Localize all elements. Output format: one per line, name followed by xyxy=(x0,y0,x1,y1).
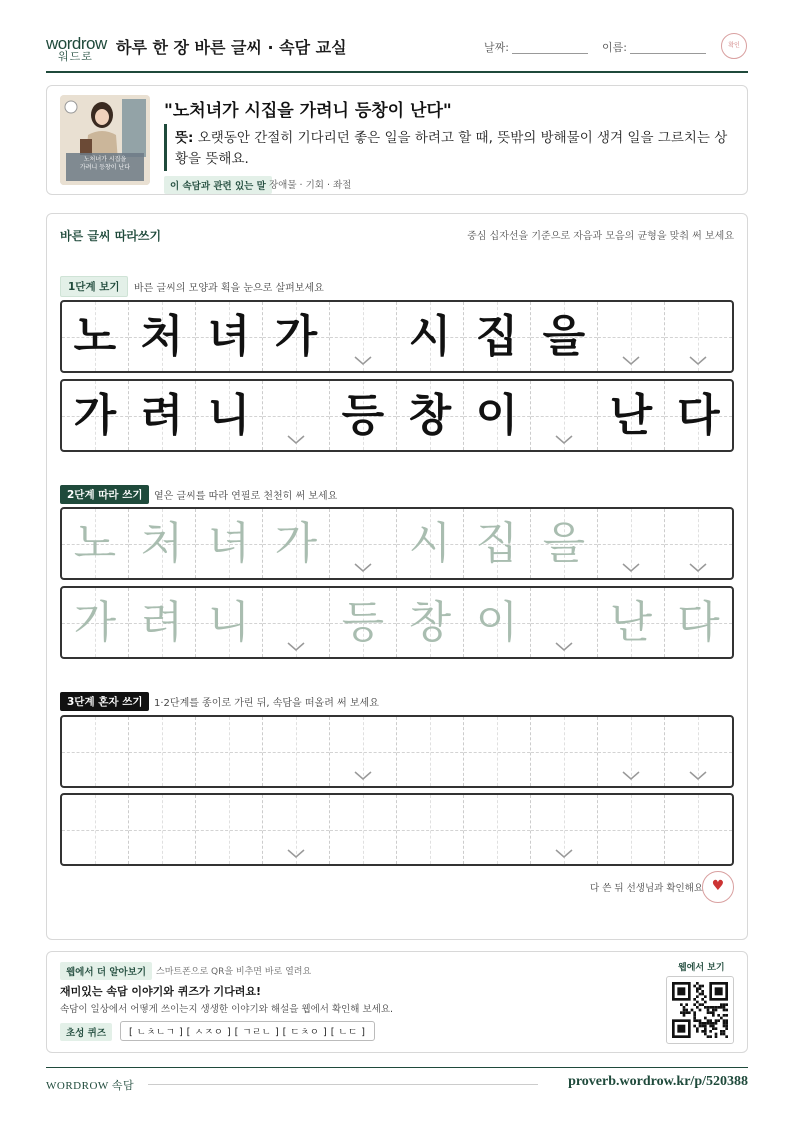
grid-char: 이 xyxy=(475,390,519,441)
web-tag: 웹에서 더 알아보기 xyxy=(60,962,152,980)
grid-char: 시 xyxy=(408,518,452,569)
grid-cell[interactable] xyxy=(665,717,732,786)
grid-char: 노 xyxy=(73,311,117,362)
grid-guide-vertical xyxy=(363,795,364,864)
space-chevron-icon xyxy=(286,848,306,860)
grid-char: 을 xyxy=(542,518,586,569)
page-title: 하루 한 장 바른 글씨 · 속담 교실 xyxy=(116,38,347,57)
heart-stamp-icon: ♥ xyxy=(702,871,734,903)
grid-guide-vertical xyxy=(296,717,297,786)
step1-row-1 xyxy=(60,300,734,373)
grid-cell[interactable] xyxy=(196,588,263,657)
grid-char: 가 xyxy=(274,311,318,362)
done-note: 다 쓴 뒤 선생님과 확인해요 xyxy=(590,883,704,894)
step1-desc: 바른 글씨의 모양과 획을 눈으로 살펴보세요 xyxy=(134,283,324,294)
grid-guide-vertical xyxy=(229,717,230,786)
grid-char: 다 xyxy=(677,597,720,648)
logo-subtext: 워드로 xyxy=(58,50,93,63)
grid-cell[interactable] xyxy=(196,795,263,864)
header-divider xyxy=(46,71,748,73)
grid-cell[interactable] xyxy=(62,795,129,864)
grid-cell[interactable] xyxy=(665,795,732,864)
grid-cell[interactable] xyxy=(196,509,263,578)
space-chevron-icon xyxy=(286,641,306,653)
grid-char: 집 xyxy=(475,518,519,569)
grid-cell[interactable] xyxy=(263,795,330,864)
related-words-tag: 이 속담과 관련 있는 말 xyxy=(164,176,272,194)
space-chevron-icon xyxy=(286,434,306,446)
grid-guide-vertical xyxy=(564,717,565,786)
grid-cell[interactable] xyxy=(62,588,129,657)
grid-char: 가 xyxy=(274,518,318,569)
grid-char: 난 xyxy=(609,390,653,441)
meaning-label: 뜻: xyxy=(175,130,194,146)
space-chevron-icon xyxy=(621,355,641,367)
grid-cell[interactable] xyxy=(129,588,196,657)
grid-char: 시 xyxy=(408,311,452,362)
grid-cell xyxy=(531,302,598,371)
footer-rule xyxy=(148,1084,538,1085)
meaning-body: 오랫동안 간절히 기다리던 좋은 일을 하려고 할 때, 뜻밖의 방해물이 생겨 일을 그르치는 상황을 뜻해요. xyxy=(175,130,728,167)
step1-row-2 xyxy=(60,379,734,452)
related-words: 장애물 · 기회 · 좌절 xyxy=(269,180,352,191)
grid-cell xyxy=(330,381,397,450)
space-chevron-icon xyxy=(621,562,641,574)
grid-cell[interactable] xyxy=(397,509,464,578)
grid-guide-vertical xyxy=(430,795,431,864)
grid-cell[interactable] xyxy=(263,509,330,578)
grid-cell[interactable] xyxy=(129,717,196,786)
grid-cell[interactable] xyxy=(330,588,397,657)
grid-cell[interactable] xyxy=(397,717,464,786)
chosung-quiz: [ ㄴㅊㄴㄱ ] [ ㅅㅈㅇ ] [ ㄱㄹㄴ ] [ ㄷㅊㅇ ] [ ㄴㄷ ] xyxy=(120,1021,375,1041)
footer-divider xyxy=(46,1067,748,1068)
grid-char: 창 xyxy=(408,597,452,648)
date-label: 날짜: xyxy=(484,41,509,54)
grid-cell[interactable] xyxy=(598,588,665,657)
grid-cell[interactable] xyxy=(464,717,531,786)
meaning-accent-bar xyxy=(164,124,167,171)
grid-guide-vertical xyxy=(162,717,163,786)
space-chevron-icon xyxy=(621,770,641,782)
grid-char: 집 xyxy=(475,311,519,362)
grid-char: 창 xyxy=(408,390,452,441)
grid-char: 니 xyxy=(207,597,251,648)
grid-cell[interactable] xyxy=(464,795,531,864)
grid-cell[interactable] xyxy=(665,588,732,657)
footer-url[interactable]: proverb.wordrow.kr/p/520388 xyxy=(568,1074,748,1089)
grid-cell xyxy=(62,381,129,450)
step2-label: 2단계 따라 쓰기 xyxy=(60,485,149,504)
name-label: 이름: xyxy=(602,41,627,54)
web-tag-desc: 스마트폰으로 QR을 비추면 바로 열려요 xyxy=(156,967,312,977)
grid-char: 가 xyxy=(73,390,117,441)
grid-cell[interactable] xyxy=(598,509,665,578)
grid-cell xyxy=(665,381,732,450)
step2-desc: 옅은 글씨를 따라 연필로 천천히 써 보세요 xyxy=(154,491,338,502)
grid-cell[interactable] xyxy=(598,717,665,786)
step3-desc: 1·2단계를 종이로 가린 뒤, 속담을 떠올려 써 보세요 xyxy=(154,698,379,709)
grid-cell xyxy=(196,381,263,450)
grid-guide-vertical xyxy=(631,795,632,864)
grid-guide-vertical xyxy=(229,795,230,864)
web-title: 재미있는 속담 이야기와 퀴즈가 기다려요! xyxy=(60,985,261,998)
grid-cell xyxy=(531,381,598,450)
grid-char: 녀 xyxy=(207,518,251,569)
grid-char: 려 xyxy=(140,390,184,441)
qr-label: 웹에서 보기 xyxy=(678,963,725,973)
thumb-caption-2: 가려니 등창이 난다 xyxy=(79,164,131,171)
space-chevron-icon xyxy=(688,562,708,574)
grid-guide-vertical xyxy=(95,795,96,864)
grid-cell[interactable] xyxy=(129,509,196,578)
space-chevron-icon xyxy=(688,355,708,367)
space-chevron-icon xyxy=(554,848,574,860)
step2-row-2[interactable] xyxy=(60,586,734,659)
grid-cell[interactable] xyxy=(397,795,464,864)
grid-cell[interactable] xyxy=(464,509,531,578)
step2-row-1[interactable] xyxy=(60,507,734,580)
grid-cell[interactable] xyxy=(129,795,196,864)
grid-cell[interactable] xyxy=(62,717,129,786)
grid-cell[interactable] xyxy=(263,588,330,657)
grid-cell[interactable] xyxy=(531,795,598,864)
grid-char: 처 xyxy=(140,518,184,569)
grid-cell xyxy=(263,381,330,450)
grid-cell xyxy=(464,302,531,371)
space-chevron-icon xyxy=(554,641,574,653)
date-field[interactable] xyxy=(512,53,588,54)
grid-cell[interactable] xyxy=(665,509,732,578)
grid-cell xyxy=(62,302,129,371)
step3-row-1[interactable] xyxy=(60,715,734,788)
grid-char: 가 xyxy=(73,597,117,648)
space-chevron-icon xyxy=(353,355,373,367)
grid-guide-vertical xyxy=(162,795,163,864)
grid-cell[interactable] xyxy=(531,717,598,786)
grid-cell xyxy=(330,302,397,371)
space-chevron-icon xyxy=(554,434,574,446)
proverb-illustration xyxy=(60,95,150,185)
space-chevron-icon xyxy=(353,770,373,782)
step3-row-2[interactable] xyxy=(60,793,734,866)
grid-cell[interactable] xyxy=(531,509,598,578)
grid-guide-vertical xyxy=(698,795,699,864)
qr-code-icon[interactable] xyxy=(666,976,734,1044)
grid-guide-vertical xyxy=(497,795,498,864)
thumb-caption-1: 노처녀가 시집을 xyxy=(83,156,127,163)
grid-char: 등 xyxy=(341,390,385,441)
logo-text: wordrow xyxy=(46,34,107,53)
meaning-text xyxy=(175,128,735,170)
grid-cell xyxy=(129,302,196,371)
grid-cell[interactable] xyxy=(196,717,263,786)
grid-char: 녀 xyxy=(207,311,251,362)
practice-hint: 중심 십자선을 기준으로 자음과 모음의 균형을 맞춰 써 보세요 xyxy=(467,231,734,242)
grid-char: 려 xyxy=(140,597,184,648)
grid-guide-vertical xyxy=(430,717,431,786)
grid-guide-vertical xyxy=(95,717,96,786)
grid-cell[interactable] xyxy=(263,717,330,786)
grid-cell[interactable] xyxy=(330,795,397,864)
grid-char: 난 xyxy=(609,597,653,648)
grid-cell[interactable] xyxy=(330,509,397,578)
check-stamp: 확인 xyxy=(721,33,747,59)
grid-cell[interactable] xyxy=(397,588,464,657)
grid-cell xyxy=(598,302,665,371)
grid-cell[interactable] xyxy=(531,588,598,657)
grid-char: 다 xyxy=(677,390,720,441)
grid-char: 노 xyxy=(73,518,117,569)
proverb-text: "노처녀가 시집을 가려니 등창이 난다" xyxy=(164,101,452,121)
grid-cell[interactable] xyxy=(464,588,531,657)
grid-cell[interactable] xyxy=(598,795,665,864)
grid-char: 니 xyxy=(207,390,251,441)
web-subtitle: 속담이 일상에서 어떻게 쓰이는지 생생한 이야기와 해설을 웹에서 확인해 보세요. xyxy=(60,1004,394,1015)
footer-brand: WORDROW 속담 xyxy=(46,1080,135,1092)
grid-cell xyxy=(464,381,531,450)
grid-cell xyxy=(397,381,464,450)
grid-cell xyxy=(665,302,732,371)
grid-char: 이 xyxy=(475,597,519,648)
step1-label: 1단계 보기 xyxy=(60,276,128,297)
space-chevron-icon xyxy=(353,562,373,574)
grid-cell[interactable] xyxy=(62,509,129,578)
practice-title: 바른 글씨 따라쓰기 xyxy=(60,229,162,243)
grid-cell xyxy=(397,302,464,371)
grid-char: 을 xyxy=(542,311,586,362)
name-field[interactable] xyxy=(630,53,706,54)
space-chevron-icon xyxy=(688,770,708,782)
grid-char: 처 xyxy=(140,311,184,362)
grid-cell xyxy=(129,381,196,450)
quiz-tag: 초성 퀴즈 xyxy=(60,1023,112,1041)
grid-char: 등 xyxy=(341,597,385,648)
step3-label: 3단계 혼자 쓰기 xyxy=(60,692,149,711)
grid-guide-vertical xyxy=(497,717,498,786)
grid-cell xyxy=(598,381,665,450)
grid-cell[interactable] xyxy=(330,717,397,786)
wordrow-logo xyxy=(46,34,108,64)
grid-cell xyxy=(263,302,330,371)
grid-cell xyxy=(196,302,263,371)
